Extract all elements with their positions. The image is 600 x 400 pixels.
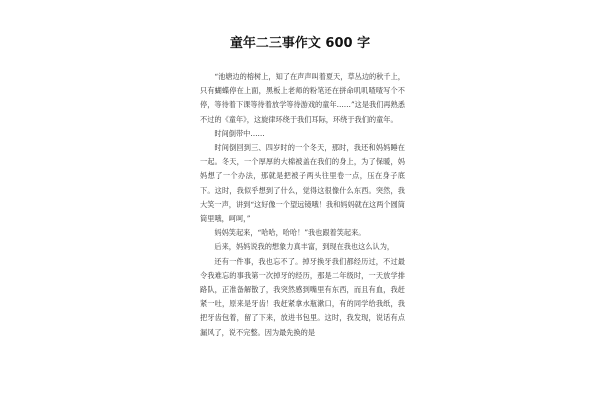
document-title: 童年二三事作文 600 字 — [229, 36, 371, 51]
paragraph: 还有一件事，我也忘不了。掉牙换牙我们都经历过，不过最令我难忘的事我第一次掉牙的经历，那是二年级时，一天放学排路队，正准备解散了，我突然感到嘴里有东西，而且有血，我赶紧一吐，原来是牙齿！我赶紧拿水瓶漱口，有的同学给我纸，我把牙齿包着，留了下来，放进书包里。这时，我发现，说话有点漏风了，说不完整。因为最先换的是 — [200, 256, 405, 337]
paragraph: 后来，妈妈说我的想象力真丰富，到现在我也这么认为， — [214, 242, 395, 252]
paragraph: 时间倒带中…… — [214, 128, 265, 138]
paragraph: 妈妈笑起来，“哈哈，哈哈！”我也跟着笑起来。 — [214, 228, 366, 238]
paragraph: 时间倒回到三、四岁时的一个冬天，那时，我还和妈妈睡在一起。冬天，一个厚厚的大棉被盖在我们的身上，为了保暖，妈妈想了一个办法，那就是把被子两头往里卷一点，压在身子底下。这时，我似乎想到了什么，觉得这很像什么东西。突然，我大笑一声，讲到“这好像一个望远镜哦！我和妈妈就在这两个圆筒筒里哦，呵呵，” — [200, 143, 405, 224]
paragraph: “池塘边的榕树上，知了在声声叫着夏天，草丛边的秋千上，只有蝴蝶停在上面，黑板上老师的粉笔还在拼命叽叽喳喳写个不停，等待着下课等待着放学等待游戏的童年……”这是我们再熟悉不过的《童年》，这旋律环绕于我们耳际，环绕于我们的童年。 — [200, 72, 405, 124]
document-body — [200, 70, 405, 340]
